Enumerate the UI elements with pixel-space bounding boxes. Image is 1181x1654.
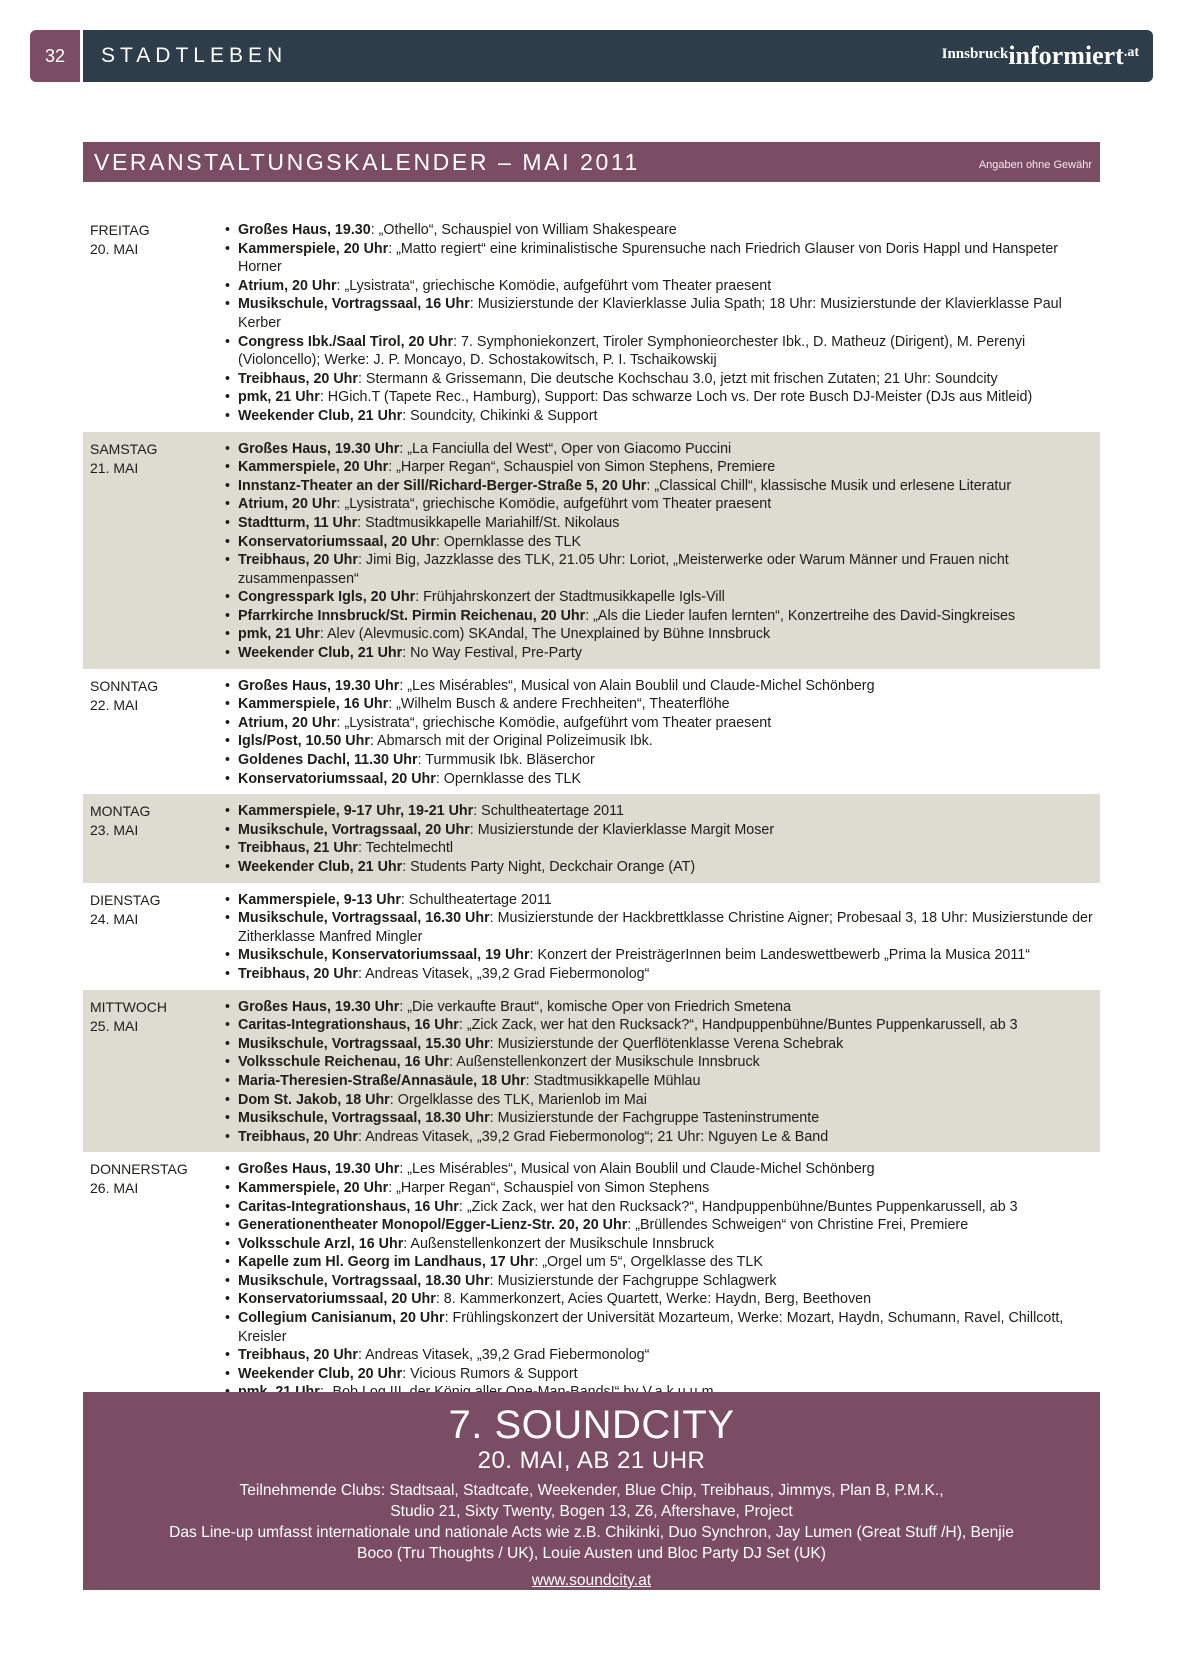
event-item xyxy=(225,1365,1100,1384)
event-venue: Goldenes Dachl, 11.30 Uhr xyxy=(238,752,418,769)
event-description: : Musizierstunde der Fachgruppe Schlagwerk xyxy=(489,1272,777,1289)
event-venue: Collegium Canisianum, 20 Uhr xyxy=(238,1310,445,1327)
event-venue: Weekender Club, 21 Uhr xyxy=(238,407,403,424)
day-row xyxy=(83,794,1100,882)
event-venue: Treibhaus, 20 Uhr xyxy=(238,1347,358,1364)
date: 25. MAI xyxy=(90,1017,139,1034)
event-venue: Congress Ibk./Saal Tirol, 20 Uhr xyxy=(238,333,454,350)
event-description: : Turmmusik Ibk. Bläserchor xyxy=(417,752,595,769)
event-description: : „Brüllendes Schweigen“ von Christine Frei, Premiere xyxy=(627,1217,969,1234)
event-venue: Atrium, 20 Uhr xyxy=(238,714,337,731)
day-row xyxy=(83,883,1100,990)
event-item xyxy=(225,240,1100,277)
event-description: : „Harper Regan“, Schauspiel von Simon Stephens xyxy=(388,1179,710,1196)
event-item xyxy=(225,732,1100,751)
event-venue: Konservatoriumssaal, 20 Uhr xyxy=(238,770,436,787)
event-item xyxy=(225,533,1100,552)
event-item xyxy=(225,625,1100,644)
event-venue: Volksschule Reichenau, 16 Uhr xyxy=(238,1054,450,1071)
event-item xyxy=(225,388,1100,407)
event-item xyxy=(225,644,1100,663)
event-item xyxy=(225,588,1100,607)
weekday: MITTWOCH xyxy=(90,998,167,1015)
event-item xyxy=(225,1235,1100,1254)
event-venue: Treibhaus, 21 Uhr xyxy=(238,840,358,857)
event-item xyxy=(225,477,1100,496)
event-description: : „Zick Zack, wer hat den Rucksack?“, Handpuppenbühne/Buntes Puppenkarussell, ab 3 xyxy=(458,1017,1018,1034)
event-venue: Musikschule, Vortragssaal, 18.30 Uhr xyxy=(238,1110,490,1127)
event-item xyxy=(225,858,1100,877)
day-row xyxy=(83,1152,1100,1408)
event-item xyxy=(225,440,1100,459)
event-description: : Andreas Vitasek, „39,2 Grad Fiebermonolog“ xyxy=(357,965,650,982)
weekday: DIENSTAG xyxy=(90,891,161,908)
weekday: SAMSTAG xyxy=(90,440,158,457)
event-description: : Opernklasse des TLK xyxy=(435,533,582,550)
event-venue: Großes Haus, 19.30 Uhr xyxy=(238,440,400,457)
event-venue: Kapelle zum Hl. Georg im Landhaus, 17 Uhr xyxy=(238,1254,535,1271)
event-item xyxy=(225,1272,1100,1291)
event-description: : Students Party Night, Deckchair Orange (AT) xyxy=(402,859,696,875)
event-description: : „Orgel um 5“, Orgelklasse des TLK xyxy=(534,1254,763,1271)
brand-suffix: .at xyxy=(1123,45,1139,60)
event-venue: Stadtturm, 11 Uhr xyxy=(238,514,358,531)
event-description: : Frühjahrskonzert der Stadtmusikkapelle Igls-Vill xyxy=(415,589,725,606)
event-description: : Techtelmechtl xyxy=(357,840,454,857)
event-description: : Abmarsch mit der Original Polizeimusik Ibk. xyxy=(369,733,653,750)
event-item xyxy=(225,221,1100,240)
calendar-header xyxy=(83,142,1100,182)
brand-logo xyxy=(942,41,1153,71)
event-venue: Atrium, 20 Uhr xyxy=(238,277,337,294)
event-item xyxy=(225,891,1100,910)
weekday: MONTAG xyxy=(90,803,151,820)
event-description: : „Les Misérables“, Musical von Alain Boublil und Claude-Michel Schönberg xyxy=(399,1161,875,1178)
event-item xyxy=(225,1198,1100,1217)
event-description: : „La Fanciulla del West“, Oper von Giacomo Puccini xyxy=(399,440,732,457)
event-description: : Opernklasse des TLK xyxy=(435,770,582,787)
day-row xyxy=(83,213,1100,432)
soundcity-lineup: Das Line-up umfasst internationale und nationale Acts wie z.B. Chikinki, Duo Synchron, Jay Lumen (Great Stuff /H), Benjie Boco (Tru Thoughts / UK), Louie Austen und Bloc Party DJ Set (UK) xyxy=(169,1524,1014,1562)
day-label xyxy=(83,221,225,426)
event-list xyxy=(225,1160,1100,1402)
event-description: : Schultheatertage 2011 xyxy=(473,803,624,820)
event-item xyxy=(225,607,1100,626)
calendar-title: VERANSTALTUNGSKALENDER – MAI 2011 xyxy=(94,148,640,175)
event-venue: Kammerspiele, 16 Uhr xyxy=(238,696,389,713)
event-venue: Musikschule, Vortragssaal, 16 Uhr xyxy=(238,296,470,313)
event-description: : „Zick Zack, wer hat den Rucksack?“, Handpuppenbühne/Buntes Puppenkarussell, ab 3 xyxy=(458,1198,1018,1215)
event-item xyxy=(225,1091,1100,1110)
event-venue: Kammerspiele, 9-17 Uhr, 19-21 Uhr xyxy=(238,803,474,820)
event-item xyxy=(225,965,1100,984)
date: 24. MAI xyxy=(90,910,139,927)
event-list xyxy=(225,440,1100,663)
soundcity-title: 7. SOUNDCITY xyxy=(448,1403,735,1447)
event-venue: Großes Haus, 19.30 Uhr xyxy=(238,1161,400,1178)
event-venue: Weekender Club, 21 Uhr xyxy=(238,859,403,875)
event-description: : Außenstellenkonzert der Musikschule Innsbruck xyxy=(449,1054,760,1071)
day-label xyxy=(83,440,225,663)
event-description: : Schultheatertage 2011 xyxy=(400,891,552,908)
event-venue: Weekender Club, 21 Uhr xyxy=(238,645,403,662)
brand-prefix: Innsbruck xyxy=(941,46,1009,62)
event-venue: pmk, 21 Uhr xyxy=(238,389,320,406)
date: 20. MAI xyxy=(90,241,139,257)
event-description: : „Die verkaufte Braut“, komische Oper von Friedrich Smetena xyxy=(399,998,792,1015)
soundcity-clubs: Teilnehmende Clubs: Stadtsaal, Stadtcafe, Weekender, Blue Chip, Treibhaus, Jimmys, Plan B, P.M.K., Studio 21, Sixty Twenty, Bogen 13, Z6, Aftershave, Project xyxy=(239,1482,944,1520)
date: 21. MAI xyxy=(90,459,139,476)
soundcity-date: 20. MAI, AB 21 UHR xyxy=(477,1447,706,1474)
event-description: : Musizierstunde der Klavierklasse Julia Spath; 18 Uhr: Musizierstunde der Klavierklasse Paul Kerber xyxy=(238,296,1062,331)
event-description: : „Othello“, Schauspiel von William Shakespeare xyxy=(370,222,677,238)
event-venue: Generationentheater Monopol/Egger-Lienz-Str. 20, 20 Uhr xyxy=(238,1217,628,1234)
event-description: : Stadtmusikkapelle Mühlau xyxy=(525,1072,701,1089)
event-item xyxy=(225,1072,1100,1091)
date: 26. MAI xyxy=(90,1180,139,1197)
event-item xyxy=(225,1035,1100,1054)
event-description: : „Als die Lieder laufen lernten“, Konzertreihe des David-Singkreises xyxy=(585,607,1016,624)
day-label xyxy=(83,802,225,876)
brand-main: informiert xyxy=(1008,41,1124,70)
event-item xyxy=(225,751,1100,770)
event-item xyxy=(225,695,1100,714)
weekday: SONNTAG xyxy=(90,677,159,694)
event-description: : Musizierstunde der Klavierklasse Margit Moser xyxy=(469,821,775,838)
date: 23. MAI xyxy=(90,822,139,839)
event-description: : Außenstellenkonzert der Musikschule Innsbruck xyxy=(403,1235,714,1252)
event-item xyxy=(225,295,1100,332)
event-item xyxy=(225,370,1100,389)
weekday: DONNERSTAG xyxy=(90,1161,188,1178)
event-description: : „Classical Chill“, klassische Musik und erlesene Literatur xyxy=(646,477,1012,494)
event-description: : Alev (Alevmusic.com) SKAndal, The Unexplained by Bühne Innsbruck xyxy=(319,626,771,643)
event-venue: Caritas-Integrationshaus, 16 Uhr xyxy=(238,1017,459,1034)
event-venue: Weekender Club, 20 Uhr xyxy=(238,1365,403,1382)
event-item xyxy=(225,1053,1100,1072)
event-item xyxy=(225,407,1100,426)
event-description: : No Way Festival, Pre-Party xyxy=(402,645,583,662)
event-venue: Treibhaus, 20 Uhr xyxy=(238,370,358,387)
weekday: FREITAG xyxy=(90,222,150,238)
event-venue: Konservatoriumssaal, 20 Uhr xyxy=(238,1291,436,1308)
event-description: : „Matto regiert“ eine kriminalistische Spurensuche nach Friedrich Glauser von Doris Happl und Hanspeter Horner xyxy=(238,240,1059,276)
event-item xyxy=(225,909,1100,946)
event-venue: Maria-Theresien-Straße/Annasäule, 18 Uhr xyxy=(238,1072,526,1089)
event-item xyxy=(225,514,1100,533)
date: 22. MAI xyxy=(90,696,139,713)
soundcity-link[interactable]: www.soundcity.at xyxy=(531,1572,652,1589)
event-calendar xyxy=(83,213,1100,1408)
event-venue: Musikschule, Vortragssaal, 20 Uhr xyxy=(238,821,470,838)
event-item xyxy=(225,1216,1100,1235)
event-item xyxy=(225,458,1100,477)
event-venue: Treibhaus, 20 Uhr xyxy=(238,1128,358,1145)
event-venue: Konservatoriumssaal, 20 Uhr xyxy=(238,533,436,550)
event-item xyxy=(225,946,1100,965)
event-description: : „Lysistrata“, griechische Komödie, aufgeführt vom Theater praesent xyxy=(336,496,772,513)
event-item xyxy=(225,677,1100,696)
event-item xyxy=(225,1253,1100,1272)
day-label xyxy=(83,1160,225,1402)
event-venue: Kammerspiele, 20 Uhr xyxy=(238,1179,389,1196)
event-description: : Konzert der PreisträgerInnen beim Landeswettbewerb „Prima la Musica 2011“ xyxy=(529,947,1030,964)
event-venue: Kammerspiele, 20 Uhr xyxy=(238,459,389,476)
section-header-band xyxy=(83,30,1153,82)
event-description: : Jimi Big, Jazzklasse des TLK, 21.05 Uhr: Loriot, „Meisterwerke oder Warum Männer und Frauen nicht zusammenpassen“ xyxy=(238,552,1009,587)
day-row xyxy=(83,432,1100,669)
event-item xyxy=(225,551,1100,588)
event-list xyxy=(225,998,1100,1147)
event-venue: Musikschule, Konservatoriumssaal, 19 Uhr xyxy=(238,947,530,964)
event-item xyxy=(225,1290,1100,1309)
event-item xyxy=(225,1128,1100,1147)
event-venue: Volksschule Arzl, 16 Uhr xyxy=(238,1235,404,1252)
event-description: : „Lysistrata“, griechische Komödie, aufgeführt vom Theater praesent xyxy=(336,277,772,294)
event-item xyxy=(225,1346,1100,1365)
event-item xyxy=(225,1016,1100,1035)
event-item xyxy=(225,821,1100,840)
event-venue: Großes Haus, 19.30 xyxy=(238,222,371,238)
event-venue: Kammerspiele, 9-13 Uhr xyxy=(238,891,401,908)
event-item xyxy=(225,277,1100,296)
event-list xyxy=(225,221,1100,426)
day-row xyxy=(83,669,1100,795)
event-description: : Musizierstunde der Hackbrettklasse Christine Aigner; Probesaal 3, 18 Uhr: Musizierstunde der Zitherklasse Manfred Mingler xyxy=(238,910,1093,945)
day-label xyxy=(83,891,225,984)
event-venue: Musikschule, Vortragssaal, 15.30 Uhr xyxy=(238,1035,490,1052)
event-item xyxy=(225,333,1100,370)
event-item xyxy=(225,1179,1100,1198)
event-venue: Treibhaus, 20 Uhr xyxy=(238,965,358,982)
event-item xyxy=(225,1160,1100,1179)
event-list xyxy=(225,891,1100,984)
event-item xyxy=(225,1309,1100,1346)
event-description: : 8. Kammerkonzert, Acies Quartett, Werke: Haydn, Berg, Beethoven xyxy=(435,1291,872,1308)
event-venue: Innstanz-Theater an der Sill/Richard-Berger-Straße 5, 20 Uhr xyxy=(238,477,647,494)
event-item xyxy=(225,1109,1100,1128)
event-item xyxy=(225,770,1100,789)
event-item xyxy=(225,839,1100,858)
event-venue: Atrium, 20 Uhr xyxy=(238,496,337,513)
event-item xyxy=(225,802,1100,821)
event-venue: Treibhaus, 20 Uhr xyxy=(238,552,358,569)
event-description: : Musizierstunde der Fachgruppe Tasteninstrumente xyxy=(489,1110,820,1127)
page-number: 32 xyxy=(30,30,80,82)
event-venue: Kammerspiele, 20 Uhr xyxy=(238,240,389,257)
event-item xyxy=(225,714,1100,733)
day-label xyxy=(83,677,225,789)
event-venue: Musikschule, Vortragssaal, 18.30 Uhr xyxy=(238,1272,490,1289)
event-description: : Andreas Vitasek, „39,2 Grad Fiebermonolog“ xyxy=(357,1347,650,1364)
event-description: : Andreas Vitasek, „39,2 Grad Fiebermonolog“; 21 Uhr: Nguyen Le & Band xyxy=(357,1128,829,1145)
event-description: : Stermann & Grissemann, Die deutsche Kochschau 3.0, jetzt mit frischen Zutaten; 21 Uhr: Soundcity xyxy=(357,370,998,387)
event-venue: Musikschule, Vortragssaal, 16.30 Uhr xyxy=(238,910,490,927)
event-description: : „Harper Regan“, Schauspiel von Simon Stephens, Premiere xyxy=(388,459,776,476)
event-description: : Stadtmusikkapelle Mariahilf/St. Nikolaus xyxy=(357,514,620,531)
event-venue: Igls/Post, 10.50 Uhr xyxy=(238,733,370,750)
event-description: : „Lysistrata“, griechische Komödie, aufgeführt vom Theater praesent xyxy=(336,714,772,731)
event-venue: Caritas-Integrationshaus, 16 Uhr xyxy=(238,1198,459,1215)
event-description: : HGich.T (Tapete Rec., Hamburg), Support: Das schwarze Loch vs. Der rote Busch DJ-Meister (DJs aus Mitleid) xyxy=(319,389,1033,406)
day-label xyxy=(83,998,225,1147)
event-list xyxy=(225,802,1100,876)
event-description: : 7. Symphoniekonzert, Tiroler Symphonieorchester Ibk., D. Matheuz (Dirigent), M. Perenyi (Violoncello); Werke: J. P. Moncayo, D. Schostakowitsch, P. I. Tschaikowskij xyxy=(238,333,1026,369)
soundcity-box xyxy=(83,1392,1100,1590)
event-venue: Großes Haus, 19.30 Uhr xyxy=(238,677,400,694)
day-row xyxy=(83,990,1100,1153)
calendar-disclaimer: Angaben ohne Gewähr xyxy=(978,159,1092,171)
section-title: STADTLEBEN xyxy=(101,44,288,67)
event-venue: Pfarrkirche Innsbruck/St. Pirmin Reichenau, 20 Uhr xyxy=(238,607,586,624)
event-description: : Vicious Rumors & Support xyxy=(402,1365,578,1382)
event-venue: Congresspark Igls, 20 Uhr xyxy=(238,589,416,606)
event-description: : Soundcity, Chikinki & Support xyxy=(402,407,598,424)
event-list xyxy=(225,677,1100,789)
event-item xyxy=(225,998,1100,1017)
event-description: : Musizierstunde der Querflötenklasse Verena Schebrak xyxy=(489,1035,844,1052)
event-venue: pmk, 21 Uhr xyxy=(238,626,320,643)
event-description: : Orgelklasse des TLK, Marienlob im Mai xyxy=(389,1091,647,1108)
event-description: : „Wilhelm Busch & andere Frechheiten“, Theaterflöhe xyxy=(388,696,730,713)
event-item xyxy=(225,495,1100,514)
event-venue: Dom St. Jakob, 18 Uhr xyxy=(238,1091,390,1108)
event-description: : „Les Misérables“, Musical von Alain Boublil und Claude-Michel Schönberg xyxy=(399,677,875,694)
event-description: : Frühlingskonzert der Universität Mozarteum, Werke: Mozart, Haydn, Schumann, Ravel, Chillcott, Kreisler xyxy=(238,1310,1064,1345)
event-venue: Großes Haus, 19.30 Uhr xyxy=(238,998,400,1015)
